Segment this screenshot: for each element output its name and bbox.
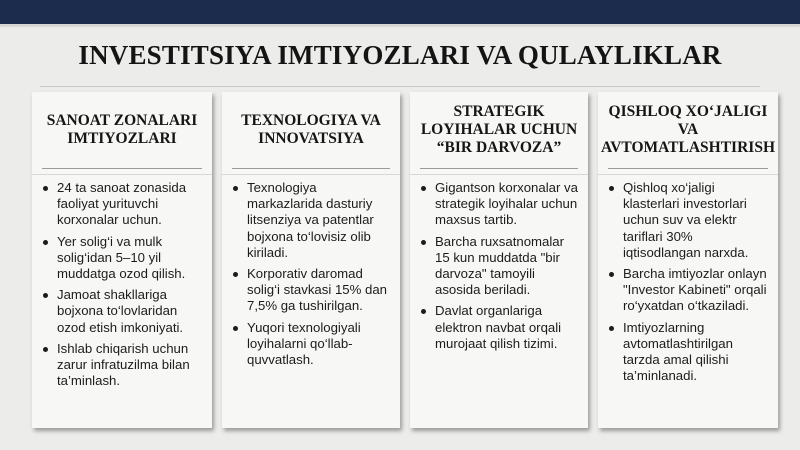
column-heading-line: SANOAT ZONALARI xyxy=(46,111,198,129)
title-divider xyxy=(40,86,760,87)
column-industrial-zones xyxy=(32,92,212,428)
bullet-item: Yuqori texnologiyali loyihalarni qo‘llab-quvvatlash. xyxy=(222,320,400,369)
column-heading xyxy=(32,92,212,167)
column-heading-line: INNOVATSIYA xyxy=(258,129,364,147)
column-heading-line: LOYIHALAR UCHUN xyxy=(420,120,578,138)
column-heading-line: TEXNOLOGIYA VA xyxy=(241,111,381,129)
column-heading xyxy=(410,92,588,167)
bullet-list xyxy=(410,180,588,352)
column-heading-line: “BIR DARVOZA” xyxy=(436,138,562,156)
column-divider xyxy=(42,168,202,169)
column-technology xyxy=(222,92,400,428)
column-heading-line: IMTIYOZLARI xyxy=(67,129,177,147)
column-heading-line: STRATEGIK xyxy=(453,102,545,120)
bullet-item: Jamoat shakllariga bojxona to‘lovlaridan ozod etish imkoniyati. xyxy=(32,287,212,336)
column-heading-line: AVTOMATLASHTIRISH xyxy=(601,138,775,156)
column-body xyxy=(598,174,778,387)
bullet-item: Yer solig‘i va mulk solig‘idan 5–10 yil muddatga ozod qilish. xyxy=(32,234,212,283)
column-body xyxy=(410,174,588,355)
column-divider xyxy=(608,168,768,169)
bullet-item: Imtiyozlarning avtomatlashtirilgan tarzda amal qilishi ta’minlanadi. xyxy=(598,320,778,385)
column-heading xyxy=(222,92,400,167)
column-divider xyxy=(420,168,578,169)
column-heading-line: VA xyxy=(677,120,699,138)
bullet-item: 24 ta sanoat zonasida faoliyat yurituvchi korxonalar uchun. xyxy=(32,180,212,229)
column-agriculture xyxy=(598,92,778,428)
benefit-columns xyxy=(32,92,780,432)
column-strategic-projects xyxy=(410,92,588,428)
column-body xyxy=(32,174,212,392)
page-title: INVESTITSIYA IMTIYOZLARI VA QULAYLIKLAR xyxy=(78,40,722,70)
bullet-list xyxy=(598,180,778,384)
bullet-item: Barcha ruxsatnomalar 15 kun muddatda "bir darvoza" tamoyili asosida beriladi. xyxy=(410,234,588,299)
column-body xyxy=(222,174,400,371)
column-heading-line: QISHLOQ XO‘JALIGI xyxy=(608,102,768,120)
bullet-list xyxy=(32,180,212,389)
bullet-item: Ishlab chiqarish uchun zarur infratuzilma bilan ta’minlash. xyxy=(32,341,212,390)
bullet-item: Qishloq xo‘jaligi klasterlari investorlari uchun suv va elektr tariflari 30% iqtisodlangan narxda. xyxy=(598,180,778,261)
column-divider xyxy=(232,168,390,169)
bullet-item: Texnologiya markazlarida dasturiy litsenziya va patentlar bojxona to‘lovisiz olib kiriladi. xyxy=(222,180,400,261)
column-heading xyxy=(598,92,778,167)
bullet-item: Barcha imtiyozlar onlayn "Investor Kabineti" orqali ro‘yxatdan o‘tkaziladi. xyxy=(598,266,778,315)
bullet-item: Gigantson korxonalar va strategik loyihalar uchun maxsus tartib. xyxy=(410,180,588,229)
top-banner-divider xyxy=(0,24,800,27)
bullet-item: Davlat organlariga elektron navbat orqali murojaat qilish tizimi. xyxy=(410,303,588,352)
top-banner xyxy=(0,0,800,24)
bullet-list xyxy=(222,180,400,368)
bullet-item: Korporativ daromad solig‘i stavkasi 15% dan 7,5% ga tushirilgan. xyxy=(222,266,400,315)
